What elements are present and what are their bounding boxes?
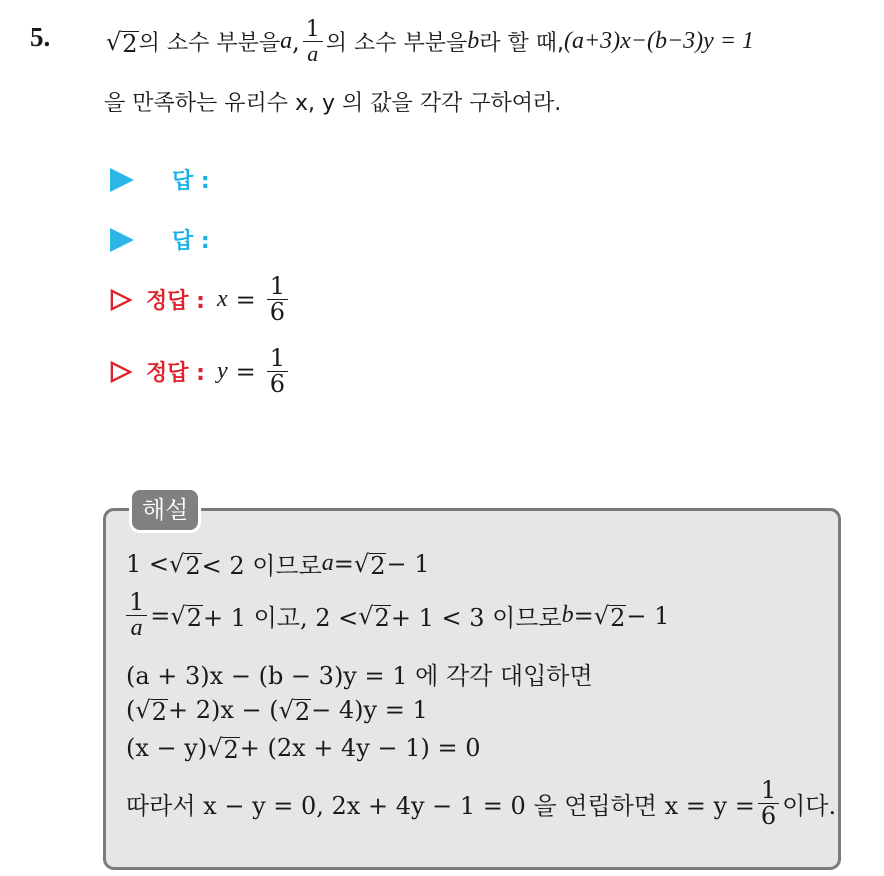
explanation-line-5: (x − y) √ 2 + (2x + 4y − 1) = 0 — [126, 734, 481, 764]
answer-label: 답 : — [172, 229, 210, 254]
solution-label: 정답 : — [146, 289, 205, 315]
solution-var: y — [216, 358, 228, 385]
play-triangle-icon — [110, 168, 134, 192]
sqrt-2: √ 2 — [106, 27, 138, 58]
explanation-line-1: 1 < √ 2 < 2 이므로 a = √ 2 − 1 — [126, 549, 430, 580]
solution-var: x — [216, 286, 228, 313]
problem-text: 라 할 때, — [479, 31, 564, 57]
problem-equation: (a+3)x−(b−3)y = 1 — [563, 28, 755, 55]
solution-fraction: $\frac{1}{6}$ — [267, 346, 288, 397]
var-b: b — [467, 28, 480, 55]
answer-row-2[interactable] — [110, 224, 210, 255]
explanation-line-6: 따라서 x − y = 0, 2x + 4y − 1 = 0 을 연립하면 x = y = $\frac{1}{6}$ 이다. — [126, 776, 837, 831]
explanation-line-2: $\frac{1}{a}$ = √ 2 + 1 이고, 2 < √ 2 + 1 < 3 이므로 b = √ 2 − 1 — [126, 590, 669, 641]
answer-row-1[interactable] — [110, 164, 210, 195]
explanation-title: 해설 — [129, 487, 201, 533]
explanation-line-3: (a + 3)x − (b − 3)y = 1 에 각각 대입하면 — [126, 662, 593, 690]
solution-row-2: 정답 : y = $\frac{1}{6}$ — [110, 346, 291, 397]
problem-line-1 — [106, 18, 754, 65]
fraction-1-over-a: $\frac{1}{a}$ — [303, 18, 323, 65]
solution-fraction: $\frac{1}{6}$ — [267, 274, 288, 325]
play-triangle-icon — [110, 228, 134, 252]
explanation-line-4: ( √ 2 + 2)x − ( √ 2 − 4)y = 1 — [126, 696, 428, 726]
outline-triangle-icon — [110, 289, 132, 311]
answer-label: 답 : — [172, 169, 210, 194]
solution-label: 정답 : — [146, 361, 205, 387]
problem-text: 의 소수 부분을 — [138, 31, 281, 57]
problem-text: 의 소수 부분을 — [325, 31, 468, 57]
outline-triangle-icon — [110, 361, 132, 383]
problem-line-2: 을 만족하는 유리수 x, y 의 값을 각각 구하여라. — [104, 91, 562, 116]
solution-row-1: 정답 : x = $\frac{1}{6}$ — [110, 274, 291, 325]
comma: , — [292, 27, 300, 56]
problem-number: 5. — [30, 22, 51, 52]
var-a: a — [280, 28, 293, 55]
